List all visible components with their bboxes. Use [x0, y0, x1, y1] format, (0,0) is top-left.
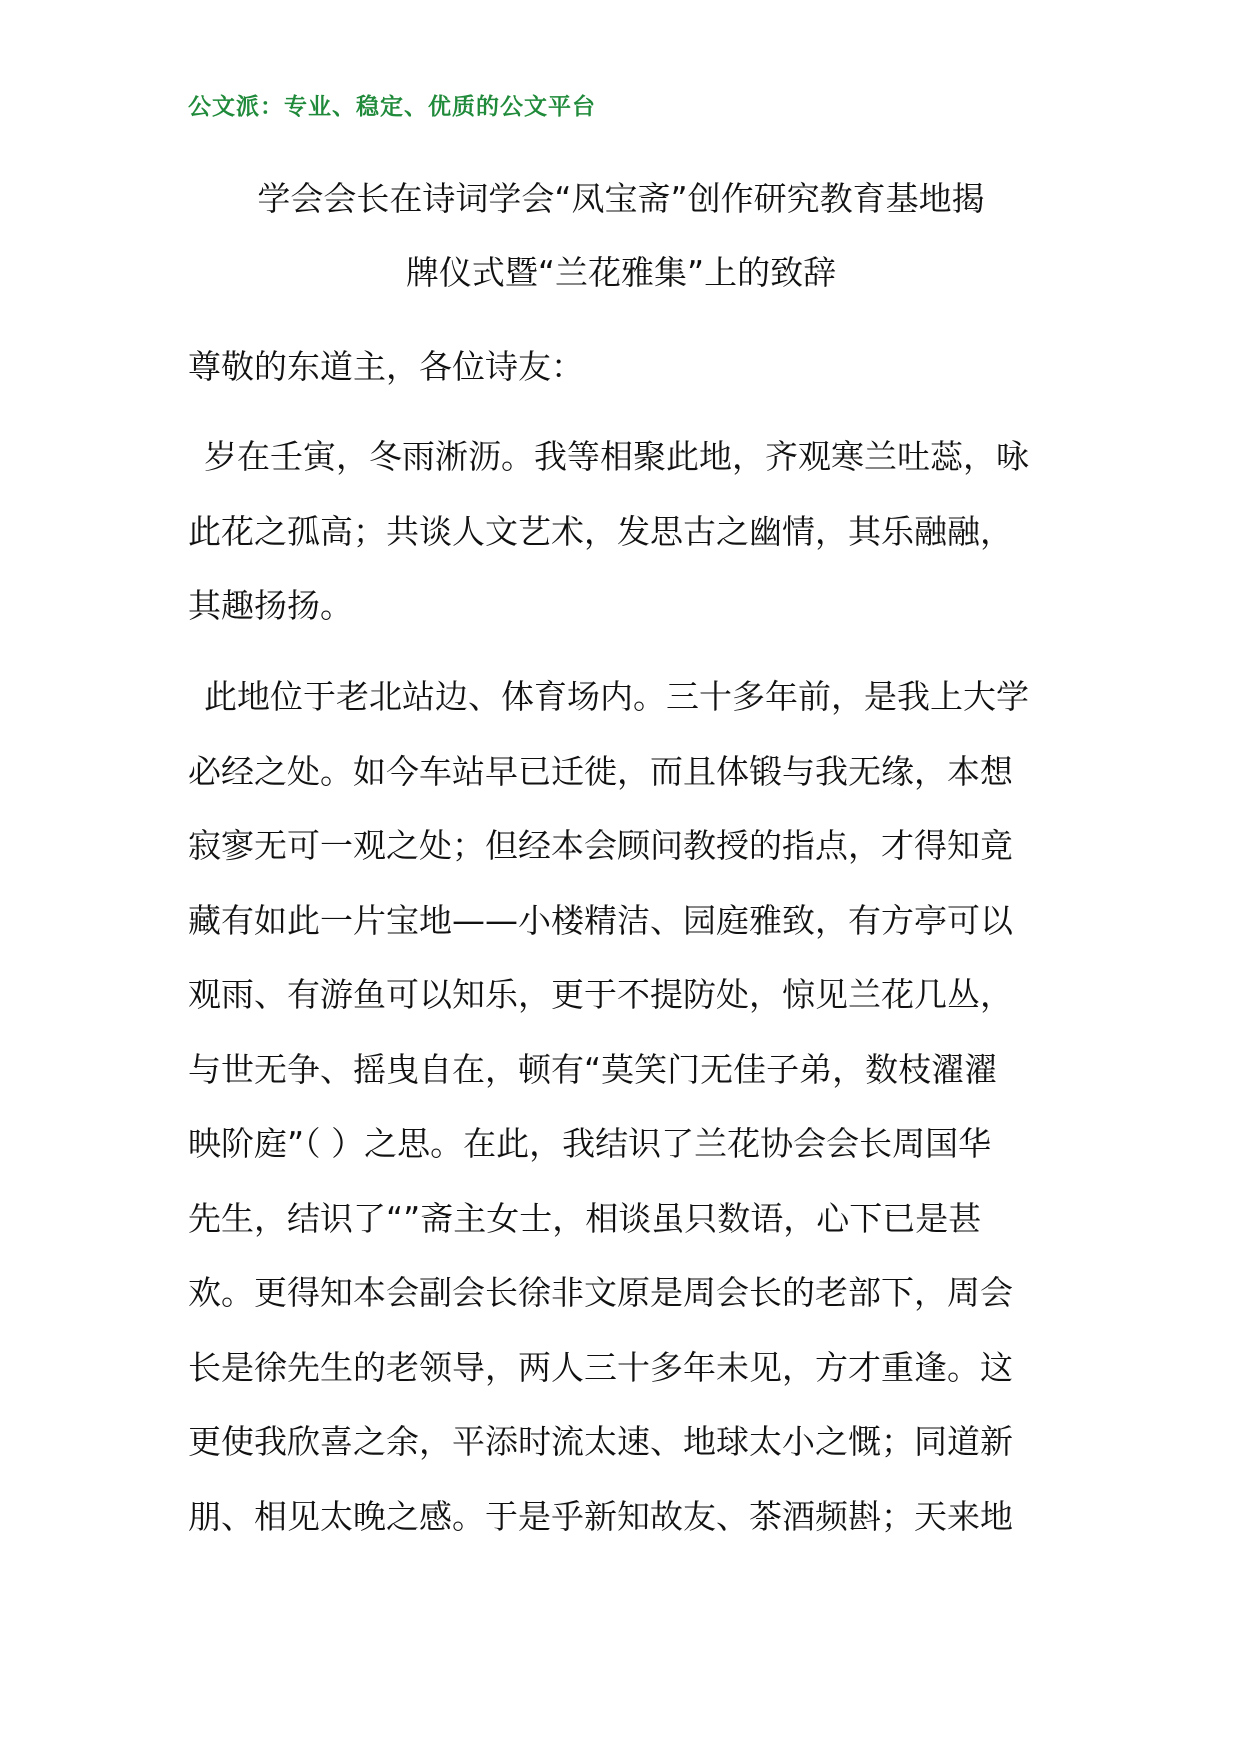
paragraph-line: 欢。更得知本会副会长徐非文原是周会长的老部下，周会	[188, 1273, 1013, 1312]
paragraph-line: 必经之处。如今车站早已迁徙，而且体锻与我无缘，本想	[188, 751, 1013, 791]
greeting-line: 尊敬的东道主，各位诗友：	[188, 347, 584, 386]
paragraph-line: 此地位于老北站边、体育场内。三十多年前，是我上大学	[204, 677, 1029, 716]
paragraph-line: 藏有如此一片宝地——小楼精洁、园庭雅致，有方亭可以	[188, 900, 1013, 940]
paragraph-line: 其趣扬扬。	[188, 586, 353, 625]
paragraph-line: 朋、相见太晚之感。于是乎新知故友、茶酒频斟；天来地	[188, 1496, 1013, 1536]
paragraph-line: 观雨、有游鱼可以知乐，更于不提防处，惊见兰花几丛，	[188, 975, 1013, 1014]
paragraph-line: 岁在壬寅，冬雨淅沥。我等相聚此地，齐观寒兰吐蕊，咏	[204, 437, 1029, 476]
paragraph-line: 此花之孤高；共谈人文艺术，发思古之幽情，其乐融融，	[188, 511, 1013, 551]
paragraph-line: 长是徐先生的老领导，两人三十多年未见，方才重逢。这	[188, 1347, 1013, 1387]
paragraph-2	[188, 660, 1054, 1554]
paragraph-line: 与世无争、摇曳自在，顿有“莫笑门无佳子弟，数枝濯濯	[188, 1049, 998, 1089]
document-title	[188, 162, 1054, 310]
greeting	[188, 330, 1054, 405]
title-line: 牌仪式暨“兰花雅集”上的致辞	[405, 253, 837, 292]
paragraph-1	[188, 420, 1054, 644]
paragraph-line: 更使我欣喜之余，平添时流太速、地球太小之慨；同道新	[188, 1422, 1013, 1461]
paragraph-line: 寂寥无可一观之处；但经本会顾问教授的指点，才得知竟	[188, 826, 1013, 865]
paragraph-line: 先生，结识了“”斋主女士，相谈虽只数语，心下已是甚	[188, 1198, 982, 1238]
paragraph-line: 映阶庭”（ ）之思。在此，我结识了兰花协会会长周国华	[188, 1124, 992, 1163]
title-line: 学会会长在诗词学会“凤宝斋”创作研究教育基地揭	[257, 179, 985, 218]
platform-header: 公文派：专业、稳定、优质的公文平台	[188, 94, 596, 120]
